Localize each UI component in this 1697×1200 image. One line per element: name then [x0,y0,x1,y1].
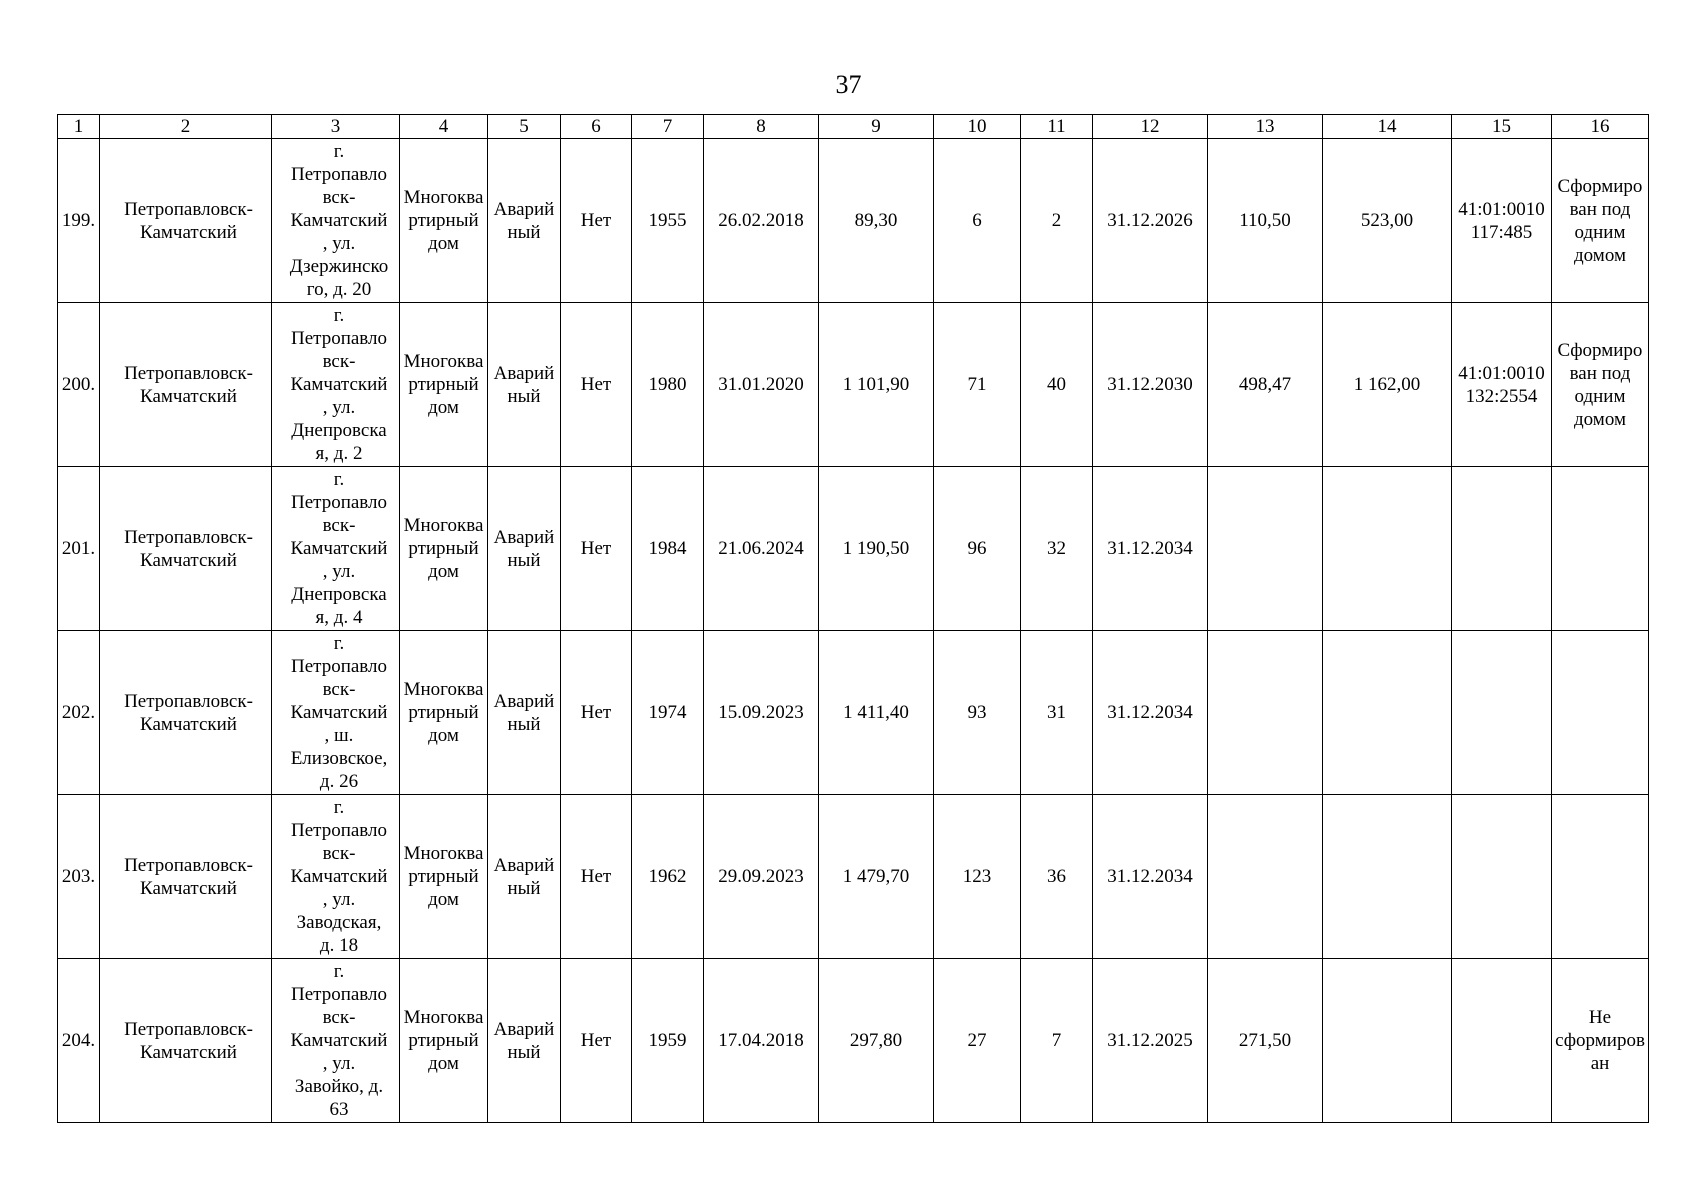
municipality-line: Камчатский [140,221,237,243]
column-11-cell: 31 [1021,631,1093,795]
column-11-cell: 32 [1021,467,1093,631]
address-line: Петропавло [291,656,387,677]
address-cell [272,139,400,303]
land-plot-note-line: ван под [1569,198,1631,220]
condition-line: ный [507,877,541,899]
land-plot-note-cell [1552,467,1649,631]
cadastral-number-line: 132:2554 [1465,385,1538,407]
municipality-line: Камчатский [140,877,237,899]
year-cell: 1955 [632,139,704,303]
condition-line: ный [507,1041,541,1063]
address-line: Завойко, д. [294,1076,384,1097]
building-type-line: дом [428,397,459,418]
column-13-cell [1208,467,1323,631]
column-13-cell: 498,47 [1208,303,1323,467]
column-number-14: 14 [1323,115,1452,139]
year-cell: 1980 [632,303,704,467]
address-line: вск- [322,515,356,536]
municipality-line: Камчатский [140,1041,237,1063]
building-type-line: ртирный [408,210,479,231]
column-6-cell: Нет [561,631,632,795]
column-14-cell [1323,959,1452,1123]
municipality-line: Камчатский [140,385,237,407]
column-11-cell: 7 [1021,959,1093,1123]
column-number-1: 1 [58,115,100,139]
address-line: г. [333,141,345,162]
row-number-cell: 201. [58,467,100,631]
land-plot-note-line: одним [1574,221,1626,243]
column-13-cell [1208,631,1323,795]
address-line: Днепровска [291,584,387,605]
table-row [58,303,1649,467]
area-cell: 1 190,50 [819,467,934,631]
condition-line: Аварий [493,1018,555,1040]
date-cell: 31.01.2020 [704,303,819,467]
address-line: г. [333,633,345,654]
cadastral-number-line: 41:01:0010 [1458,198,1545,220]
column-number-7: 7 [632,115,704,139]
column-14-cell [1323,795,1452,959]
address-line: Камчатский [290,1030,388,1051]
condition-cell [488,467,561,631]
land-plot-note-line: Сформиро [1557,175,1643,197]
condition-cell [488,303,561,467]
date-cell: 26.02.2018 [704,139,819,303]
cadastral-number-cell [1452,959,1552,1123]
land-plot-note-line: домом [1574,244,1626,266]
area-cell: 89,30 [819,139,934,303]
building-type-line: Многоква [403,351,484,372]
date-cell: 15.09.2023 [704,631,819,795]
page-number: 37 [835,70,862,99]
row-number-cell: 203. [58,795,100,959]
table-row [58,467,1649,631]
address-line: вск- [322,1007,356,1028]
column-number-12: 12 [1093,115,1208,139]
cadastral-number-cell [1452,139,1552,303]
cadastral-number-cell [1452,303,1552,467]
municipality-line: Петропавловск- [124,854,253,876]
address-line: Заводская, [296,912,382,933]
column-number-3: 3 [272,115,400,139]
register-table [57,114,1649,1123]
building-type-cell [400,631,488,795]
column-6-cell: Нет [561,139,632,303]
building-type-line: ртирный [408,1030,479,1051]
column-13-cell [1208,795,1323,959]
address-line: Петропавло [291,984,387,1005]
address-line: д. 26 [319,771,359,792]
address-cell [272,303,400,467]
address-line: Камчатский [290,538,388,559]
address-line: Петропавло [291,820,387,841]
cadastral-number-cell [1452,467,1552,631]
row-number-cell: 204. [58,959,100,1123]
column-number-8: 8 [704,115,819,139]
year-cell: 1959 [632,959,704,1123]
municipality-line: Петропавловск- [124,1018,253,1040]
deadline-cell: 31.12.2034 [1093,631,1208,795]
address-line: г. [333,469,345,490]
area-cell: 1 411,40 [819,631,934,795]
area-cell: 1 479,70 [819,795,934,959]
building-type-line: дом [428,889,459,910]
year-cell: 1984 [632,467,704,631]
year-cell: 1974 [632,631,704,795]
municipality-line: Петропавловск- [124,526,253,548]
land-plot-note-line: домом [1574,408,1626,430]
column-number-4: 4 [400,115,488,139]
column-14-cell [1323,631,1452,795]
deadline-cell: 31.12.2025 [1093,959,1208,1123]
building-type-line: Многоква [403,1007,484,1028]
condition-line: ный [507,549,541,571]
address-line: вск- [322,843,356,864]
date-cell: 29.09.2023 [704,795,819,959]
building-type-line: Многоква [403,187,484,208]
address-line: Петропавло [291,492,387,513]
address-cell [272,631,400,795]
cadastral-number-line: 41:01:0010 [1458,362,1545,384]
column-number-11: 11 [1021,115,1093,139]
land-plot-note-cell [1552,795,1649,959]
date-cell: 17.04.2018 [704,959,819,1123]
municipality-line: Камчатский [140,549,237,571]
building-type-line: Многоква [403,515,484,536]
condition-line: ный [507,713,541,735]
building-type-line: дом [428,1053,459,1074]
column-14-cell [1323,467,1452,631]
cadastral-number-cell [1452,795,1552,959]
address-line: го, д. 20 [306,279,372,300]
condition-line: Аварий [493,198,555,220]
address-line: Камчатский [290,702,388,723]
municipality-cell [100,467,272,631]
deadline-cell: 31.12.2026 [1093,139,1208,303]
land-plot-note-cell [1552,959,1649,1123]
land-plot-note-line: Не [1588,1007,1612,1028]
column-6-cell: Нет [561,959,632,1123]
column-6-cell: Нет [561,795,632,959]
municipality-cell [100,139,272,303]
column-11-cell: 2 [1021,139,1093,303]
column-number-16: 16 [1552,115,1649,139]
address-line: я, д. 2 [315,443,363,464]
municipality-line: Петропавловск- [124,362,253,384]
table-row [58,795,1649,959]
building-type-line: дом [428,561,459,582]
column-number-2: 2 [100,115,272,139]
deadline-cell: 31.12.2030 [1093,303,1208,467]
column-6-cell: Нет [561,303,632,467]
table-row [58,959,1649,1123]
municipality-cell [100,959,272,1123]
municipality-cell [100,303,272,467]
address-line: Камчатский [290,210,388,231]
column-13-cell: 110,50 [1208,139,1323,303]
cadastral-number-line: 117:485 [1470,221,1533,243]
address-cell [272,795,400,959]
address-line: Петропавло [291,164,387,185]
land-plot-note-line: сформиров [1555,1030,1645,1051]
address-line: г. [333,305,345,326]
deadline-cell: 31.12.2034 [1093,467,1208,631]
area-cell: 1 101,90 [819,303,934,467]
municipality-cell [100,795,272,959]
building-type-line: ртирный [408,702,479,723]
building-type-cell [400,959,488,1123]
municipality-line: Петропавловск- [124,690,253,712]
column-number-10: 10 [934,115,1021,139]
address-line: г. [333,961,345,982]
condition-line: Аварий [493,362,555,384]
area-cell: 297,80 [819,959,934,1123]
register-table-body [58,115,1649,1123]
building-type-cell [400,303,488,467]
address-line: , ш. [324,725,354,746]
land-plot-note-line: одним [1574,385,1626,407]
municipality-line: Петропавловск- [124,198,253,220]
address-cell [272,467,400,631]
row-number-cell: 200. [58,303,100,467]
address-line: г. [333,797,345,818]
column-11-cell: 36 [1021,795,1093,959]
address-line: Петропавло [291,328,387,349]
column-11-cell: 40 [1021,303,1093,467]
address-line: , ул. [322,1053,356,1074]
condition-line: ный [507,221,541,243]
condition-cell [488,139,561,303]
municipality-line: Камчатский [140,713,237,735]
column-6-cell: Нет [561,467,632,631]
address-cell [272,959,400,1123]
address-line: Камчатский [290,866,388,887]
municipality-cell [100,631,272,795]
cadastral-number-cell [1452,631,1552,795]
condition-cell [488,795,561,959]
year-cell: 1962 [632,795,704,959]
column-number-6: 6 [561,115,632,139]
building-type-line: ртирный [408,374,479,395]
address-line: я, д. 4 [315,607,363,628]
condition-line: Аварий [493,690,555,712]
address-line: 63 [329,1099,349,1120]
address-line: вск- [322,187,356,208]
land-plot-note-line: ан [1590,1053,1610,1074]
column-number-9: 9 [819,115,934,139]
address-line: Елизовское, [290,748,388,769]
land-plot-note-line: ван под [1569,362,1631,384]
column-10-cell: 93 [934,631,1021,795]
address-line: , ул. [322,889,356,910]
land-plot-note-line: Сформиро [1557,339,1643,361]
condition-line: Аварий [493,854,555,876]
address-line: вск- [322,679,356,700]
address-line: Днепровска [291,420,387,441]
land-plot-note-cell [1552,303,1649,467]
land-plot-note-cell [1552,631,1649,795]
condition-cell [488,631,561,795]
column-number-13: 13 [1208,115,1323,139]
building-type-line: дом [428,725,459,746]
address-line: д. 18 [319,935,359,956]
address-line: Дзержинско [289,256,389,277]
building-type-line: ртирный [408,538,479,559]
column-number-15: 15 [1452,115,1552,139]
column-10-cell: 27 [934,959,1021,1123]
building-type-line: Многоква [403,679,484,700]
address-line: , ул. [322,233,356,254]
table-row [58,631,1649,795]
building-type-line: ртирный [408,866,479,887]
address-line: , ул. [322,397,356,418]
column-14-cell: 523,00 [1323,139,1452,303]
table-row [58,139,1649,303]
address-line: , ул. [322,561,356,582]
condition-cell [488,959,561,1123]
condition-line: Аварий [493,526,555,548]
deadline-cell: 31.12.2034 [1093,795,1208,959]
column-14-cell: 1 162,00 [1323,303,1452,467]
address-line: Камчатский [290,374,388,395]
building-type-line: Многоква [403,843,484,864]
building-type-cell [400,467,488,631]
column-number-5: 5 [488,115,561,139]
column-10-cell: 6 [934,139,1021,303]
row-number-cell: 202. [58,631,100,795]
address-line: вск- [322,351,356,372]
column-10-cell: 123 [934,795,1021,959]
column-10-cell: 96 [934,467,1021,631]
building-type-cell [400,139,488,303]
column-number-row [58,115,1649,139]
building-type-line: дом [428,233,459,254]
date-cell: 21.06.2024 [704,467,819,631]
land-plot-note-cell [1552,139,1649,303]
building-type-cell [400,795,488,959]
condition-line: ный [507,385,541,407]
column-10-cell: 71 [934,303,1021,467]
row-number-cell: 199. [58,139,100,303]
column-13-cell: 271,50 [1208,959,1323,1123]
